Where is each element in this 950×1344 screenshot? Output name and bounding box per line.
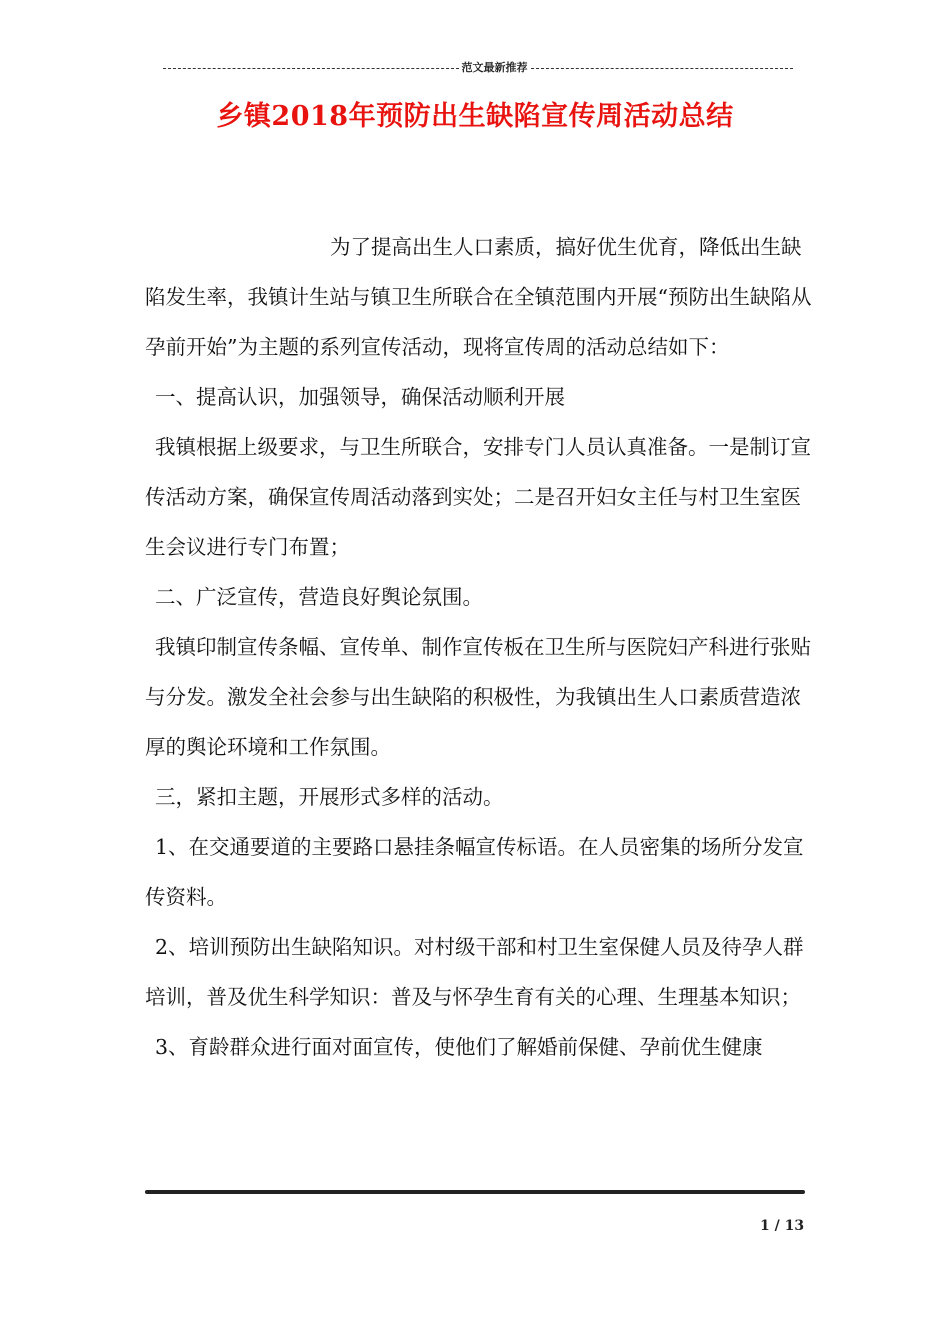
paragraph: 我镇印制宣传条幅、宣传单、制作宣传板在卫生所与医院妇产科进行张贴与分发。激发全社会参与出生缺陷的积极性，为我镇出生人口素质营造浓厚的舆论环境和工作氛围。 bbox=[145, 635, 811, 759]
section-heading-1: 一、提高认识，加强领导，确保活动顺利开展 bbox=[155, 385, 565, 409]
header-dash-right bbox=[531, 68, 793, 69]
document-body bbox=[145, 222, 817, 1072]
header-label: 范文最新推荐 bbox=[461, 61, 528, 74]
footer-divider bbox=[145, 1190, 805, 1194]
page-number bbox=[760, 1218, 820, 1234]
section-heading-3: 三，紧扣主题，开展形式多样的活动。 bbox=[155, 785, 504, 809]
page-header bbox=[145, 58, 810, 78]
header-dash-left bbox=[163, 68, 459, 69]
page-current: 1 bbox=[760, 1218, 770, 1234]
list-item: 2、培训预防出生缺陷知识。对村级干部和村卫生室保健人员及待孕人群培训，普及优生科学知识：普及与怀孕生育有关的心理、生理基本知识； bbox=[145, 935, 804, 1009]
list-item: 1、在交通要道的主要路口悬挂条幅宣传标语。在人员密集的场所分发宣传资料。 bbox=[145, 835, 804, 909]
list-item: 3、育龄群众进行面对面宣传，使他们了解婚前保健、孕前优生健康 bbox=[155, 1035, 763, 1059]
page-total: 13 bbox=[784, 1218, 805, 1234]
paragraph-intro: 为了提高出生人口素质，搞好优生优育，降低出生缺陷发生率，我镇计生站与镇卫生所联合在全镇范围内开展“预防出生缺陷从孕前开始”为主题的系列宣传活动，现将宣传周的活动总结如下： bbox=[145, 235, 812, 359]
section-heading-2: 二、广泛宣传，营造良好舆论氛围。 bbox=[155, 585, 483, 609]
page-separator: / bbox=[774, 1218, 780, 1234]
paragraph: 我镇根据上级要求，与卫生所联合，安排专门人员认真准备。一是制订宣传活动方案，确保宣传周活动落到实处；二是召开妇女主任与村卫生室医生会议进行专门布置； bbox=[145, 435, 811, 559]
document-title: 乡镇2018年预防出生缺陷宣传周活动总结 bbox=[216, 101, 734, 132]
